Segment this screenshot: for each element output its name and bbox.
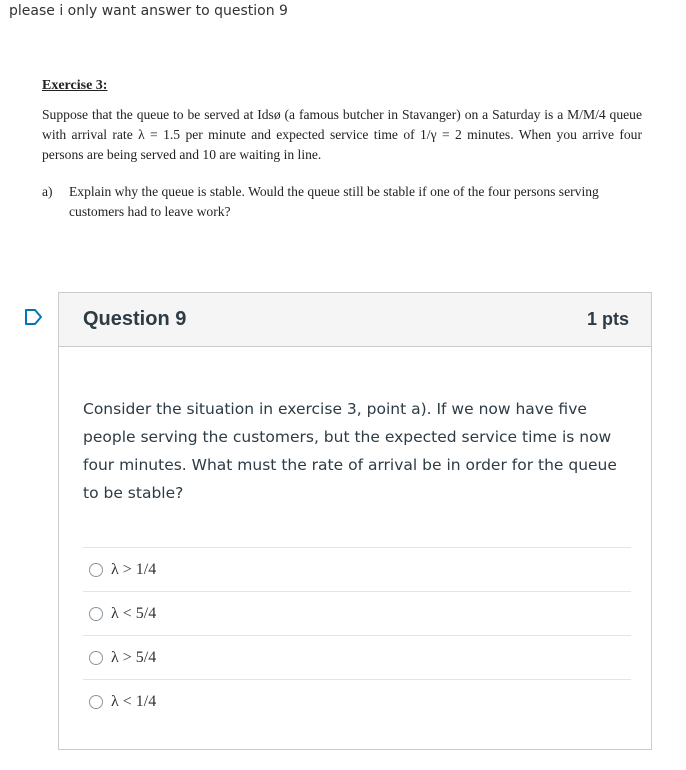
answer-option[interactable] xyxy=(83,679,631,723)
answer-label[interactable]: λ > 1/4 xyxy=(111,560,157,578)
answer-label[interactable]: λ < 5/4 xyxy=(111,604,157,622)
exercise-item-a xyxy=(42,182,642,222)
answer-label[interactable]: λ > 5/4 xyxy=(111,648,157,666)
flag-question-icon[interactable] xyxy=(24,308,44,326)
question-points: 1 pts xyxy=(586,309,629,329)
exercise-block xyxy=(42,78,642,222)
question-text: Consider the situation in exercise 3, point a). If we now have five people serving the customers, but the expected service time is now four minutes. What must the rate of arrival be in order for the queue to be stable? xyxy=(83,400,617,502)
answer-label[interactable]: λ < 1/4 xyxy=(111,692,157,710)
exercise-item-text: Explain why the queue is stable. Would the queue still be stable if one of the four persons serving customers had to leave work? xyxy=(69,184,599,219)
question-card xyxy=(58,292,652,750)
radio-button[interactable] xyxy=(89,607,103,621)
exercise-item-label: a) xyxy=(42,184,53,199)
question-title: Question 9 xyxy=(83,308,187,330)
answer-option[interactable] xyxy=(83,591,631,635)
radio-button[interactable] xyxy=(89,563,103,577)
exercise-title: Exercise 3: xyxy=(42,78,108,93)
answer-list xyxy=(83,547,631,723)
exercise-body: Suppose that the queue to be served at Idsø (a famous butcher in Stavanger) on a Saturday is a M/M/4 queue with arrival rate λ = 1.5 per minute and expected service time of 1/γ = 2 minutes. When you arrive four persons are being served and 10 are waiting in line. xyxy=(42,107,642,162)
radio-button[interactable] xyxy=(89,695,103,709)
question-header xyxy=(59,293,651,347)
user-note: please i only want answer to question 9 xyxy=(9,3,288,19)
radio-button[interactable] xyxy=(89,651,103,665)
answer-option[interactable] xyxy=(83,635,631,679)
answer-option[interactable] xyxy=(83,547,631,591)
